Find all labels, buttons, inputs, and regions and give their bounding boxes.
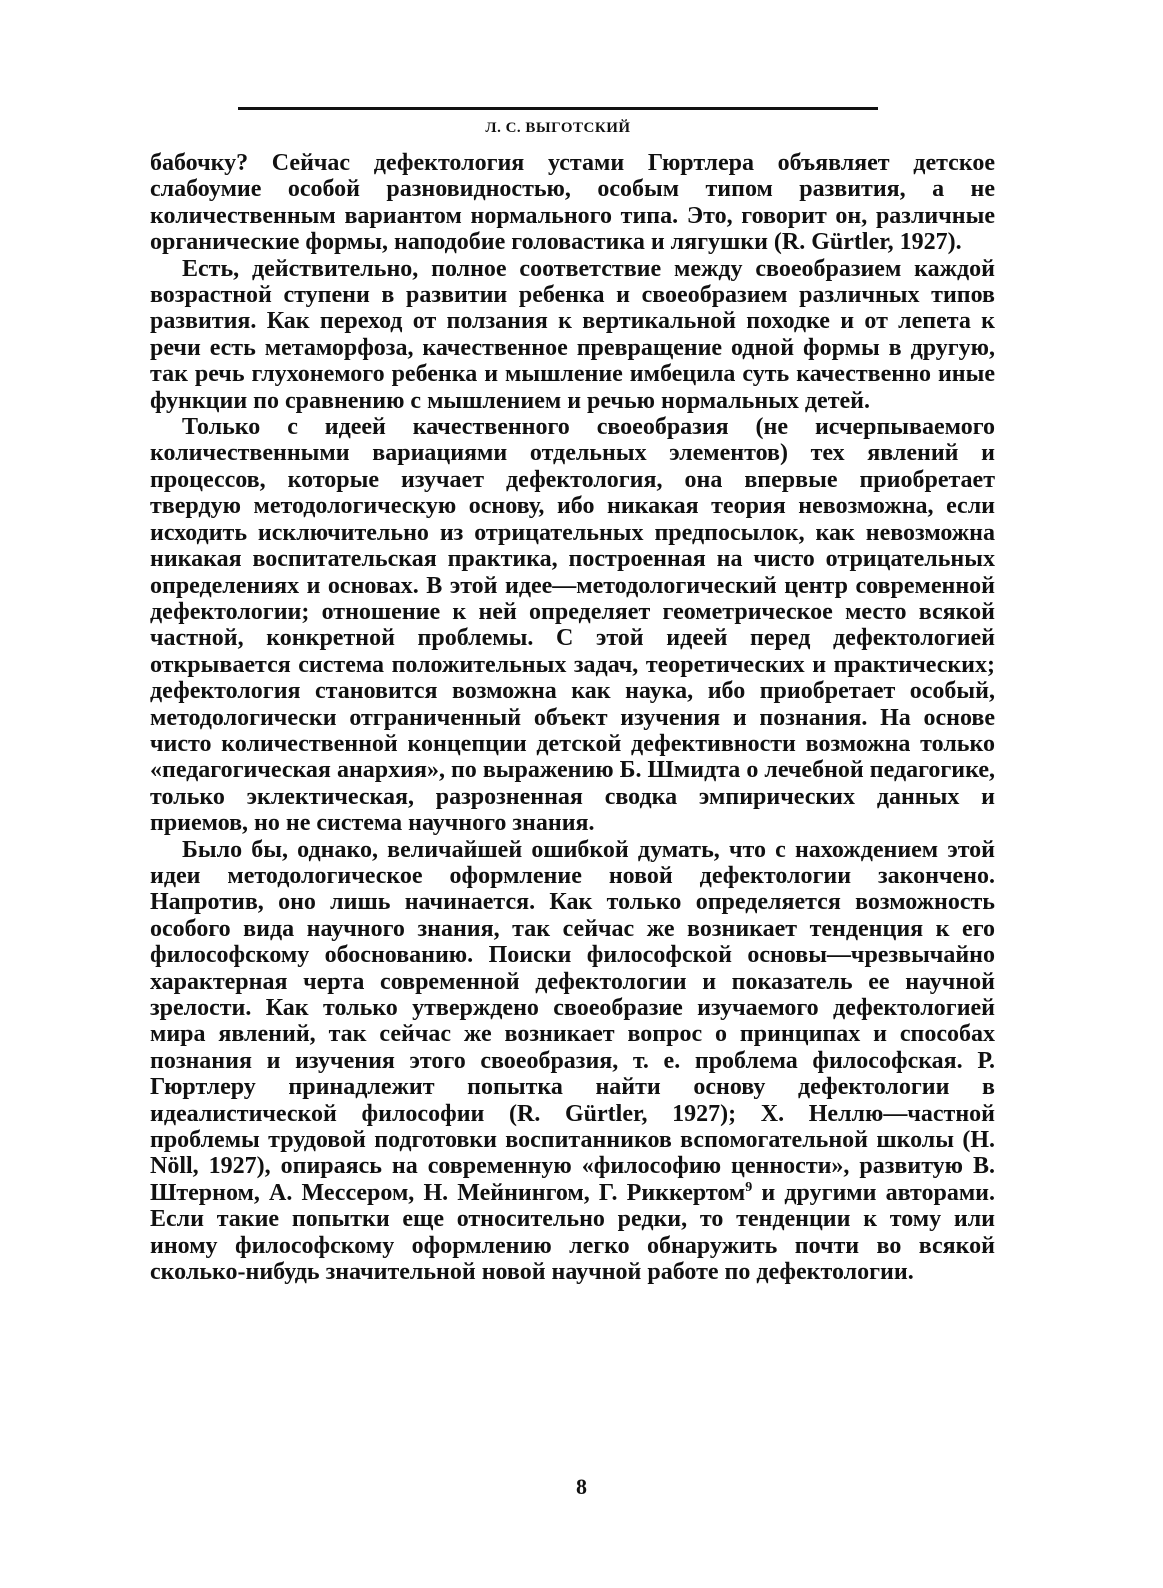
footnote-marker: 9 xyxy=(745,1179,753,1195)
paragraph-4-text: Было бы, однако, величайшей ошибкой думать, что с нахождением этой идеи методологическое оформление новой дефектологии закончено. Напротив, оно лишь начинается. Как только определяется возможность особого вида научного знания, так сейчас же возникает тенденция к его философскому обоснованию. Поиски философской основы—чрезвычайно характерная черта современной дефектологии и показатель ее научной зрелости. Как только утверждено своеобразие изучаемого дефектологией мира явлений, так сейчас же возникает вопрос о принципах и способах познания и изучения этого своеобразия, т. е. проблема философская. Р. Гюртлеру принадлежит попытка найти основу дефектологии в идеалистической философии (R. Gürtler, 1927); Х. Неллю—частной проблемы трудовой подготовки воспитанников вспомогательной школы (H. Nöll, 1927), опираясь на современную «философию ценности», развитую В. Штерном, А. Мессером, Н. Мейнингом, Г. Риккертом xyxy=(150,836,995,1206)
paragraph-4-tail: и другими авторами. Если такие попытки еще относительно редки, то тенденции к тому или иному философскому оформлению легко обнаружить почти во всякой сколько-нибудь значительной новой научной работе по дефектологии. xyxy=(150,1179,995,1286)
paragraph-2: Есть, действительно, полное соответствие между своеобразием каждой возрастной ступени в развитии ребенка и своеобразием различных типов развития. Как переход от ползания к вертикальной походке и от лепета к речи есть метаморфоза, качественное превращение одной формы в другую, так речь глухонемого ребенка и мышление имбецила суть качественно иные функции по сравнению с мышлением и речью нормальных детей. xyxy=(150,255,995,414)
paragraph-3: Только с идеей качественного своеобразия (не исчерпываемого количественными вариациями отдельных элементов) тех явлений и процессов, которые изучает дефектология, она впервые приобретает твердую методологическую основу, ибо никакая теория невозможна, если исходить исключительно из отрицательных предпосылок, как невозможна никакая воспитательская практика, построенная на чисто отрицательных определениях и основах. В этой идее—методологический центр современной дефектологии; отношение к ней определяет геометрическое место всякой частной, конкретной проблемы. С этой идеей перед дефектологией открывается система положительных задач, теоретических и практических; дефектология становится возможна как наука, ибо приобретает особый, методологически отграниченный объект изучения и познания. На основе чисто количественной концепции детской дефективности возможна только «педагогическая анархия», по выражению Б. Шмидта о лечебной педагогике, только эклектическая, разрозненная сводка эмпирических данных и приемов, но не система научного знания. xyxy=(150,414,995,837)
page-number: 8 xyxy=(576,1474,587,1499)
paragraph-4 xyxy=(150,837,995,1286)
running-head: Л. С. ВЫГОТСКИЙ xyxy=(485,120,631,136)
paragraph-1: бабочку? Сейчас дефектология устами Гюртлера объявляет детское слабоумие особой разновидностью, особым типом развития, а не количественным вариантом нормального типа. Это, говорит он, различные органические формы, наподобие головастика и лягушки (R. Gürtler, 1927). xyxy=(150,150,995,256)
body-text xyxy=(150,150,995,1285)
header-rule xyxy=(238,107,878,110)
